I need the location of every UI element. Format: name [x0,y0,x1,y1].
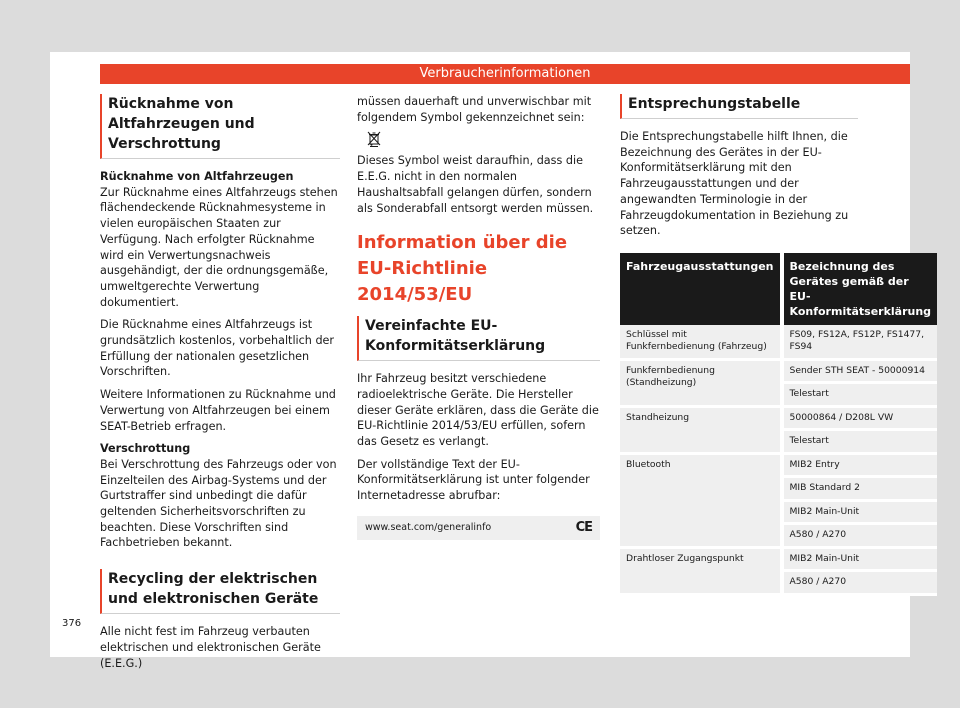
correspondence-table [620,253,937,596]
table-cell: Schlüssel mit Funkfernbedienung (Fahrzeug) [620,325,784,361]
table-cell: Drahtloser Zugangspunkt [620,549,784,596]
column-1 [100,94,340,671]
page-number: 376 [62,618,82,629]
section-title-ruecknahme: Rücknahme von Altfahrzeugen und Verschrottung [108,96,255,152]
paragraph: Dieses Symbol weist daraufhin, dass die E.E.G. nicht in den normalen Haushaltsabfall gelangen dürfen, sondern als Sonderabfall entsorgt werden müssen. [357,154,594,215]
table-row [620,361,937,385]
table-cell: MIB Standard 2 [784,478,938,502]
column-2 [357,94,600,540]
table-header-row [620,253,937,325]
table-row [620,549,937,573]
section-heading-box [100,569,340,614]
table-cell: MIB2 Main-Unit [784,502,938,526]
column-3 [620,94,932,596]
table-row [620,455,937,479]
section-heading-box [357,316,600,361]
table-header-cell: Fahrzeugausstattungen [620,253,784,325]
url-text[interactable]: www.seat.com/generalinfo [365,521,492,533]
table-cell: A580 / A270 [784,572,938,596]
table-header-cell: Bezeichnung des Gerätes gemäß der EU-Konformitätserklärung [784,253,938,325]
section-title-konformitaet: Vereinfachte EU-Konformitätserklärung [365,318,546,355]
crossed-wheelie-bin-icon [367,131,381,147]
table-cell: Funkfernbedienung (Standheizung) [620,361,784,408]
table-cell: 50000864 / D208L VW [784,408,938,432]
paragraph: Die Entsprechungstabelle hilft Ihnen, die Bezeichnung des Gerätes in der EU-Konformitätserklärung mit den Fahrzeugausstattungen und der angewandten Terminologie in der Fahrzeugdokumentation in Beziehung zu setzen. [620,130,849,238]
paragraph: Alle nicht fest im Fahrzeug verbauten elektrischen und elektronischen Geräte (E.E.G.) [100,625,321,670]
url-box [357,516,600,540]
table-cell: Standheizung [620,408,784,455]
table-cell: Bluetooth [620,455,784,549]
subheading-ruecknahme: Rücknahme von Altfahrzeugen [100,170,294,183]
table-cell: FS09, FS12A, FS12P, FS1477, FS94 [784,325,938,361]
paragraph: müssen dauerhaft und unverwischbar mit folgendem Symbol gekennzeichnet sein: [357,95,592,124]
paragraph: Weitere Informationen zu Rücknahme und Verwertung von Altfahrzeugen bei einem SEAT-Betrieb erfragen. [100,388,336,433]
section-title-recycling: Recycling der elektrischen und elektronischen Geräte [108,571,319,608]
paragraph: Bei Verschrottung des Fahrzeugs oder von Einzelteilen des Airbag-Systems und der Gurtstraffer sind unbedingt die dafür geltenden Sicherheitsvorschriften zu beachten. Diese Vorschriften sind Fachbetrieben bekannt. [100,457,337,550]
paragraph: Der vollständige Text der EU-Konformitätserklärung ist unter folgender Internetadresse abrufbar: [357,457,590,503]
section-heading-box [620,94,858,119]
table-cell: Telestart [784,384,938,408]
ce-mark-icon: CE [575,519,592,535]
table-cell: MIB2 Main-Unit [784,549,938,573]
table-cell: A580 / A270 [784,525,938,549]
table-cell: Sender STH SEAT - 50000914 [784,361,938,385]
page [50,52,932,670]
section-title-entsprechungstabelle: Entsprechungstabelle [628,96,801,112]
table-cell: MIB2 Entry [784,455,938,479]
subheading-verschrottung: Verschrottung [100,442,191,456]
table-cell: Telestart [784,431,938,455]
page-header-title: Verbraucherinformationen [100,64,910,84]
paragraph: Zur Rücknahme eines Altfahrzeugs stehen flächendeckende Rücknahmesysteme in vielen europäischen Staaten zur Verfügung. Nach erfolgter Rücknahme wird ein Verwertungsnachweis ausgehändigt, der die ordnungsgemäße, umweltgerechte Verwertung dokumentiert. [100,185,338,309]
red-title-eu-richtlinie: Information über die EU-Richtlinie 2014/53/EU [357,232,568,306]
paragraph: Ihr Fahrzeug besitzt verschiedene radioelektrische Geräte. Die Hersteller dieser Geräte erklären, dass die Geräte die EU-Richtlinie 2014/53/EU erfüllen, sofern das Gesetz es verlangt. [357,372,599,449]
table-row [620,325,937,361]
paragraph: Die Rücknahme eines Altfahrzeugs ist grundsätzlich kostenlos, vorbehaltlich der Erfüllung der nationalen gesetzlichen Vorschriften. [100,318,335,379]
section-heading-box [100,94,340,159]
table-row [620,408,937,432]
